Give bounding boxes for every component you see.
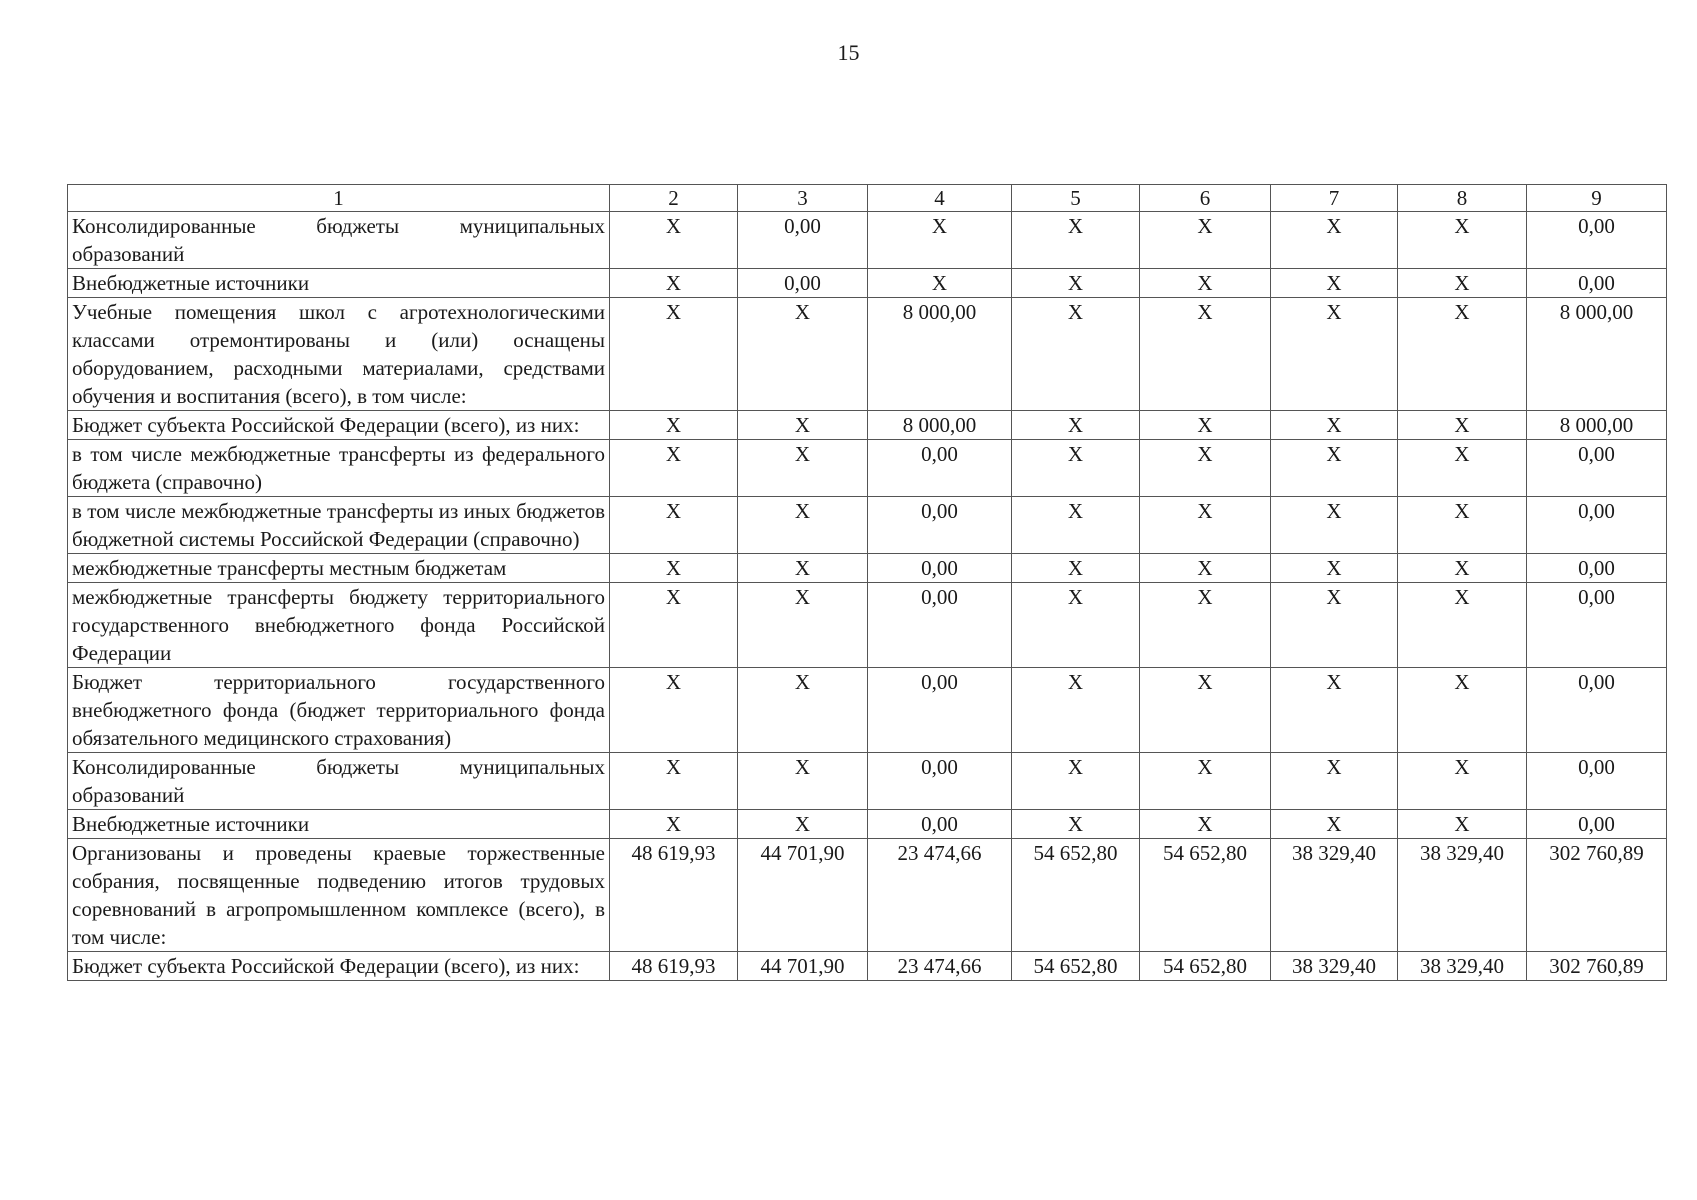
row-value: X bbox=[1140, 554, 1271, 583]
row-value: X bbox=[1398, 411, 1527, 440]
row-value: X bbox=[1271, 269, 1398, 298]
row-value: X bbox=[1398, 554, 1527, 583]
row-label: межбюджетные трансферты местным бюджетам bbox=[68, 554, 610, 583]
row-value: X bbox=[610, 298, 738, 411]
row-value: X bbox=[610, 212, 738, 269]
page-number: 15 bbox=[837, 40, 860, 65]
row-value: X bbox=[1271, 298, 1398, 411]
row-value: 302 760,89 bbox=[1527, 839, 1667, 952]
row-value: X bbox=[1398, 212, 1527, 269]
row-value: X bbox=[1012, 583, 1140, 668]
row-value: X bbox=[738, 411, 868, 440]
row-value: 23 474,66 bbox=[868, 839, 1012, 952]
row-value: 0,00 bbox=[868, 497, 1012, 554]
row-value: X bbox=[738, 810, 868, 839]
row-value: X bbox=[1140, 497, 1271, 554]
row-value: 0,00 bbox=[1527, 440, 1667, 497]
row-value: X bbox=[1140, 668, 1271, 753]
row-label: Внебюджетные источники bbox=[68, 269, 610, 298]
table-row bbox=[68, 952, 1667, 981]
row-value: X bbox=[1012, 497, 1140, 554]
row-value: 0,00 bbox=[868, 583, 1012, 668]
row-value: X bbox=[1012, 810, 1140, 839]
row-value: X bbox=[738, 583, 868, 668]
row-value: X bbox=[610, 440, 738, 497]
row-value: 54 652,80 bbox=[1012, 952, 1140, 981]
row-value: X bbox=[610, 411, 738, 440]
row-value: X bbox=[610, 753, 738, 810]
row-value: 8 000,00 bbox=[868, 298, 1012, 411]
row-value: X bbox=[610, 269, 738, 298]
row-value: X bbox=[610, 554, 738, 583]
row-label: Внебюджетные источники bbox=[68, 810, 610, 839]
row-value: X bbox=[610, 810, 738, 839]
row-value: X bbox=[1012, 298, 1140, 411]
row-value: X bbox=[1271, 554, 1398, 583]
row-value: 0,00 bbox=[1527, 497, 1667, 554]
row-value: X bbox=[1271, 810, 1398, 839]
row-label: в том числе межбюджетные трансферты из иных бюджетов бюджетной системы Российской Федерации (справочно) bbox=[68, 497, 610, 554]
row-value: X bbox=[1140, 810, 1271, 839]
row-value: X bbox=[1012, 668, 1140, 753]
row-value: X bbox=[1140, 411, 1271, 440]
column-number: 6 bbox=[1140, 185, 1271, 212]
row-value: X bbox=[1140, 583, 1271, 668]
row-value: X bbox=[1271, 497, 1398, 554]
row-value: 0,00 bbox=[868, 753, 1012, 810]
row-value: X bbox=[1398, 583, 1527, 668]
table-row bbox=[68, 810, 1667, 839]
row-value: 0,00 bbox=[868, 668, 1012, 753]
table-row bbox=[68, 269, 1667, 298]
table-row bbox=[68, 212, 1667, 269]
row-value: 54 652,80 bbox=[1012, 839, 1140, 952]
row-value: X bbox=[610, 668, 738, 753]
column-number: 7 bbox=[1271, 185, 1398, 212]
row-value: 38 329,40 bbox=[1271, 952, 1398, 981]
row-value: X bbox=[1140, 440, 1271, 497]
row-value: X bbox=[1012, 753, 1140, 810]
row-value: 0,00 bbox=[1527, 269, 1667, 298]
table-row bbox=[68, 298, 1667, 411]
row-value: 54 652,80 bbox=[1140, 839, 1271, 952]
row-value: X bbox=[738, 753, 868, 810]
row-value: X bbox=[610, 583, 738, 668]
row-value: 0,00 bbox=[1527, 753, 1667, 810]
row-label: Консолидированные бюджеты муниципальных образований bbox=[68, 753, 610, 810]
table-row bbox=[68, 554, 1667, 583]
row-value: X bbox=[1398, 269, 1527, 298]
row-value: 0,00 bbox=[1527, 810, 1667, 839]
table-row bbox=[68, 497, 1667, 554]
row-label: Бюджет субъекта Российской Федерации (всего), из них: bbox=[68, 411, 610, 440]
column-number: 5 bbox=[1012, 185, 1140, 212]
row-value: 23 474,66 bbox=[868, 952, 1012, 981]
row-label: Бюджет территориального государственного внебюджетного фонда (бюджет территориального фонда обязательного медицинского страхования) bbox=[68, 668, 610, 753]
row-value: X bbox=[868, 269, 1012, 298]
row-value: 38 329,40 bbox=[1271, 839, 1398, 952]
row-value: X bbox=[1398, 497, 1527, 554]
row-value: 54 652,80 bbox=[1140, 952, 1271, 981]
column-number: 2 bbox=[610, 185, 738, 212]
row-value: X bbox=[1012, 212, 1140, 269]
row-value: X bbox=[1012, 269, 1140, 298]
row-value: X bbox=[868, 212, 1012, 269]
row-value: X bbox=[738, 554, 868, 583]
table-row bbox=[68, 839, 1667, 952]
row-label: Учебные помещения школ с агротехнологическими классами отремонтированы и (или) оснащены оборудованием, расходными материалами, средствами обучения и воспитания (всего), в том числе: bbox=[68, 298, 610, 411]
row-label: Организованы и проведены краевые торжественные собрания, посвященные подведению итогов трудовых соревнований в агропромышленном комплексе (всего), в том числе: bbox=[68, 839, 610, 952]
row-value: 0,00 bbox=[1527, 583, 1667, 668]
column-number: 3 bbox=[738, 185, 868, 212]
row-value: 0,00 bbox=[868, 554, 1012, 583]
row-value: 38 329,40 bbox=[1398, 952, 1527, 981]
row-value: 0,00 bbox=[738, 269, 868, 298]
row-value: X bbox=[1140, 269, 1271, 298]
table-row bbox=[68, 440, 1667, 497]
table-row bbox=[68, 753, 1667, 810]
row-value: 0,00 bbox=[1527, 554, 1667, 583]
column-number: 4 bbox=[868, 185, 1012, 212]
row-value: X bbox=[1271, 583, 1398, 668]
row-value: X bbox=[1012, 411, 1140, 440]
row-label: Бюджет субъекта Российской Федерации (всего), из них: bbox=[68, 952, 610, 981]
table-row bbox=[68, 668, 1667, 753]
row-value: X bbox=[1140, 212, 1271, 269]
table-row bbox=[68, 583, 1667, 668]
row-value: X bbox=[1271, 212, 1398, 269]
row-value: 0,00 bbox=[868, 440, 1012, 497]
column-number: 8 bbox=[1398, 185, 1527, 212]
row-value: X bbox=[1012, 440, 1140, 497]
row-value: X bbox=[738, 298, 868, 411]
column-number-row bbox=[68, 185, 1667, 212]
row-value: 8 000,00 bbox=[868, 411, 1012, 440]
row-value: 0,00 bbox=[738, 212, 868, 269]
row-value: 8 000,00 bbox=[1527, 411, 1667, 440]
row-value: X bbox=[738, 440, 868, 497]
budget-table bbox=[67, 184, 1667, 981]
row-value: X bbox=[1398, 298, 1527, 411]
row-value: X bbox=[1012, 554, 1140, 583]
row-value: X bbox=[1398, 440, 1527, 497]
row-value: 8 000,00 bbox=[1527, 298, 1667, 411]
row-value: 44 701,90 bbox=[738, 839, 868, 952]
row-value: X bbox=[1271, 411, 1398, 440]
row-value: X bbox=[1398, 668, 1527, 753]
row-value: X bbox=[1140, 298, 1271, 411]
row-value: X bbox=[738, 497, 868, 554]
row-label: межбюджетные трансферты бюджету территориального государственного внебюджетного фонда Российской Федерации bbox=[68, 583, 610, 668]
row-value: 0,00 bbox=[868, 810, 1012, 839]
row-value: X bbox=[1140, 753, 1271, 810]
row-label: в том числе межбюджетные трансферты из федерального бюджета (справочно) bbox=[68, 440, 610, 497]
row-value: 0,00 bbox=[1527, 212, 1667, 269]
table-row bbox=[68, 411, 1667, 440]
row-value: 302 760,89 bbox=[1527, 952, 1667, 981]
row-value: 48 619,93 bbox=[610, 952, 738, 981]
row-value: X bbox=[1398, 753, 1527, 810]
row-label: Консолидированные бюджеты муниципальных образований bbox=[68, 212, 610, 269]
row-value: X bbox=[1271, 753, 1398, 810]
row-value: 44 701,90 bbox=[738, 952, 868, 981]
column-number: 1 bbox=[68, 185, 610, 212]
row-value: X bbox=[1271, 668, 1398, 753]
row-value: X bbox=[610, 497, 738, 554]
row-value: X bbox=[1398, 810, 1527, 839]
row-value: 38 329,40 bbox=[1398, 839, 1527, 952]
row-value: X bbox=[1271, 440, 1398, 497]
table-body bbox=[68, 185, 1667, 981]
row-value: 0,00 bbox=[1527, 668, 1667, 753]
row-value: 48 619,93 bbox=[610, 839, 738, 952]
column-number: 9 bbox=[1527, 185, 1667, 212]
row-value: X bbox=[738, 668, 868, 753]
